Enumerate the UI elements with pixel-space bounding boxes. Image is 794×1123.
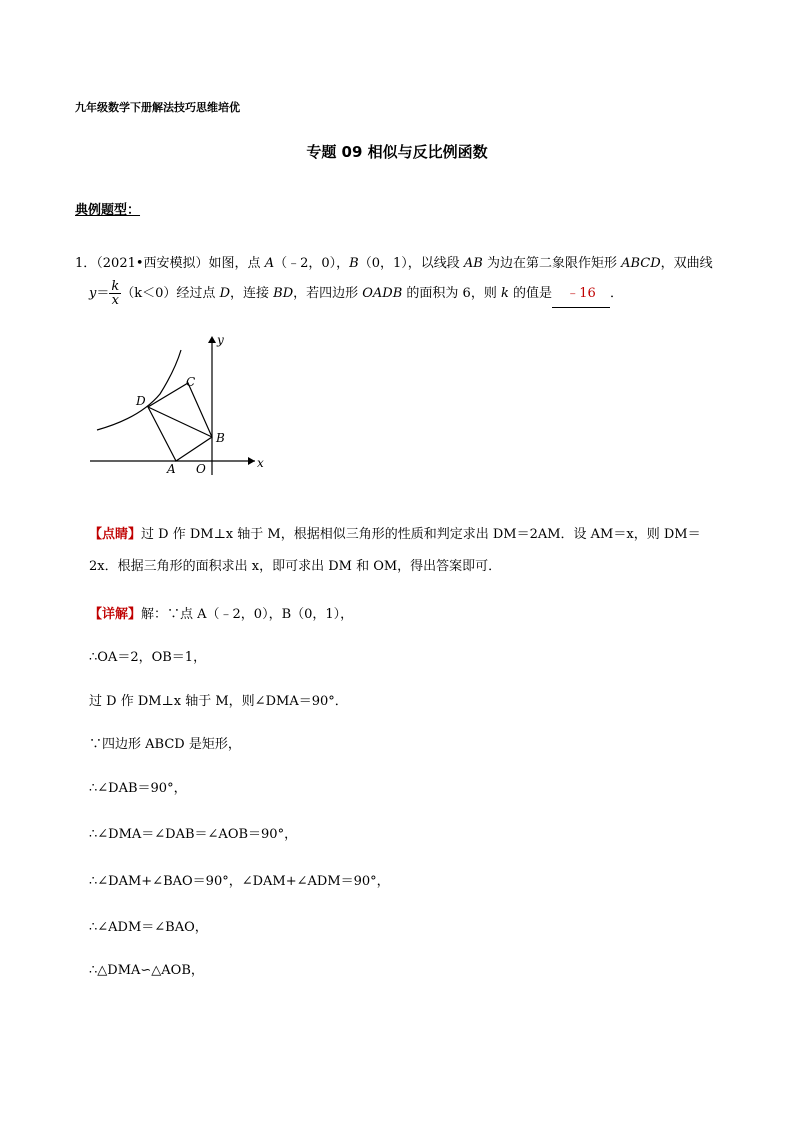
geometry-figure [85, 330, 275, 480]
label-y: y [217, 333, 224, 347]
fraction-numerator: k [111, 279, 120, 294]
point-d: D [219, 286, 230, 301]
fraction-k-over-x [109, 280, 121, 307]
solution-line-8: ∴△DMA∽△AOB， [89, 963, 204, 978]
label-x: x [257, 456, 264, 470]
question-text: （0，1），以线段 [358, 256, 464, 271]
x-axis-arrow-icon [248, 457, 255, 465]
solution-line-0 [89, 603, 353, 622]
question-text: （﹣2，0）， [274, 256, 350, 271]
answer-blank: ﹣16 [552, 281, 610, 308]
question-text: ，连接 [230, 286, 274, 301]
question-line-1 [75, 252, 713, 271]
label-c: C [186, 375, 196, 389]
hint-line-1 [89, 523, 701, 542]
segment-ab: AB [463, 256, 483, 271]
solution-line-7: ∴∠ADM＝∠BAO， [89, 920, 208, 935]
label-d: D [136, 394, 146, 408]
segment-bd: BD [273, 286, 294, 301]
hint-text-1: 过 D 作 DM⊥x 轴于 M，根据相似三角形的性质和判定求出 DM＝2AM．设 AM＝x，则 DM＝ [141, 527, 701, 542]
question-number: 1． [75, 256, 97, 271]
label-o: O [196, 462, 206, 476]
y-axis-arrow-icon [208, 336, 216, 343]
solution-text: 解：∵点 A（﹣2，0），B（0，1）， [141, 607, 354, 622]
solution-line-1: ∴OA＝2，OB＝1， [89, 650, 207, 665]
segment-bd-line [148, 407, 212, 437]
question-line-2 [89, 280, 623, 308]
solution-line-3: ∵四边形 ABCD 是矩形， [89, 737, 241, 752]
rect-abcd: ABCD [621, 256, 661, 271]
var-y: y [89, 286, 97, 301]
question-text: 为边在第二象限作矩形 [482, 256, 622, 271]
question-text: 的值是 [508, 286, 552, 301]
fraction-denominator: x [111, 293, 119, 308]
question-text: 经过点 [176, 286, 220, 301]
question-text: ，双曲线 [660, 256, 713, 271]
question-source: （2021•西安模拟） [96, 256, 209, 271]
point-b: B [349, 256, 359, 271]
label-a: A [167, 462, 176, 476]
question-text: ． [610, 286, 624, 301]
var-k: k [500, 286, 509, 301]
question-text: 的面积为 6，则 [402, 286, 501, 301]
condition: （k＜0） [121, 286, 177, 301]
page-title: 专题 09 相似与反比例函数 [306, 143, 488, 161]
solution-tag: 【详解】 [89, 607, 142, 622]
equals-sign: ＝ [96, 286, 110, 301]
point-a: A [264, 256, 275, 271]
section-label: 典例题型： [75, 203, 141, 218]
solution-line-5: ∴∠DMA＝∠DAB＝∠AOB＝90°， [89, 827, 298, 842]
quad-oadb: OADB [362, 286, 403, 301]
question-text: ，若四边形 [293, 286, 363, 301]
hyperbola-curve [97, 350, 181, 430]
question-text: 如图，点 [208, 256, 265, 271]
solution-line-2: 过 D 作 DM⊥x 轴于 M，则∠DMA＝90°． [89, 694, 348, 709]
solution-line-4: ∴∠DAB＝90°， [89, 781, 187, 796]
page-header: 九年级数学下册解法技巧思维培优 [75, 101, 240, 114]
hint-tag: 【点睛】 [89, 527, 142, 542]
label-b: B [216, 431, 225, 445]
solution-line-6: ∴∠DAM+∠BAO＝90°，∠DAM+∠ADM＝90°， [89, 874, 390, 889]
hint-line-2: 2x．根据三角形的面积求出 x，即可求出 DM 和 OM，得出答案即可． [89, 559, 502, 574]
